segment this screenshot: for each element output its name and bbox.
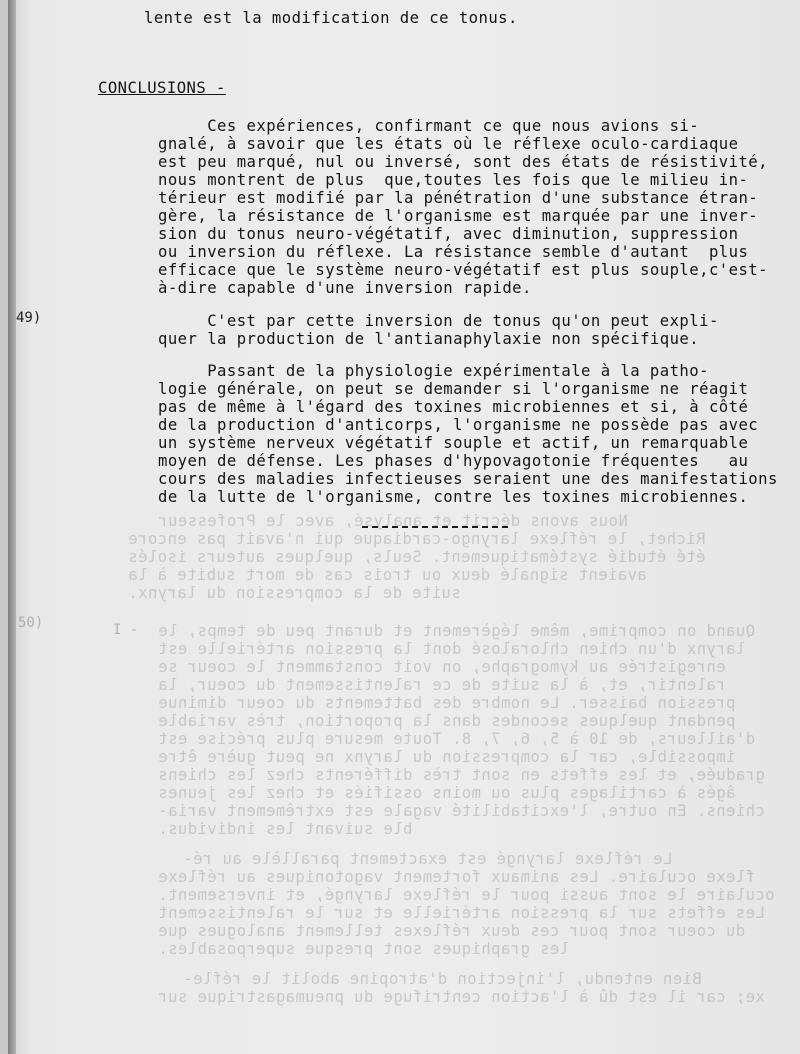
ghost-line: ble suivant les individus.: [158, 820, 413, 838]
ghost-section-marker: I -: [113, 622, 139, 638]
text-line: cours des maladies infectieuses seraient une des manifestations: [158, 470, 778, 488]
text-line: logie générale, on peut se demander si l'organisme ne réagit: [158, 380, 749, 398]
ghost-line: du coeur sont pour ces deux réflexes tellement analogues que: [158, 922, 746, 940]
ghost-line: ralentir, et, à la suite de ce ralentissement du coeur, la: [158, 676, 726, 694]
ghost-line: impossible, car la compression du larynx ne peut guère être: [158, 748, 736, 766]
ghost-line: Le réflexe laryngé est exactement parallèle au ré-: [183, 850, 673, 868]
section-separator-rule: [362, 526, 508, 528]
ghost-line: xe; car il est dû à l'action centrifuge du pneumagastrique sur: [158, 988, 765, 1006]
ghost-line: avaient signalé deux ou trois cas de mort subite à la: [128, 566, 647, 584]
ghost-line: d'ailleurs, de 10 à 5, 6, 7, 8. Toute mesure plus précise est: [158, 730, 756, 748]
page-binding-edge: [8, 0, 16, 1054]
text-line: gère, la résistance de l'organisme est marquée par une inver-: [158, 207, 759, 225]
document-page: [8, 0, 800, 1054]
text-line: ou inversion du réflexe. La résistance semble d'autant plus: [158, 243, 749, 261]
text-line: térieur est modifié par la pénétration d'une substance étran-: [158, 189, 759, 207]
text-line: sion du tonus neuro-végétatif, avec diminution, suppression: [158, 225, 739, 243]
ghost-line: les graphiques sont presque superposables.: [158, 940, 570, 958]
text-line: de la lutte de l'organisme, contre les toxines microbiennes.: [158, 488, 749, 506]
text-line: efficace que le système neuro-végétatif est plus souple,c'est-: [158, 261, 768, 279]
text-line: quer la production de l'antianaphylaxie non spécifique.: [158, 330, 700, 348]
text-line: de la production d'anticorps, l'organisme ne possède pas avec: [158, 416, 759, 434]
ghost-line: Nous avons décrit et analysé, avec le Professeur: [158, 512, 628, 530]
text-line: est peu marqué, nul ou inversé, sont des états de résistivité,: [158, 153, 768, 171]
ghost-line: flexe oculaire. Les animaux fortement vagotoniques au réflexe: [158, 868, 756, 886]
text-line: Ces expériences, confirmant ce que nous avions si-: [158, 117, 700, 135]
ghost-line: graduée, et les effets en sont très différents chez les chiens: [158, 766, 765, 784]
ghost-line: chiens. En outre, l'excitabilité vagale est extrêmement varia-: [158, 802, 765, 820]
ghost-line: été étudié systématiquement. Seuls, quelques auteurs isolés: [128, 548, 706, 566]
margin-number: 49): [16, 310, 42, 326]
text-line: pas de même à l'égard des toxines microbiennes et si, à côté: [158, 398, 749, 416]
ghost-line: larynx d'un chien chloralosé dont la pression artérielle est: [158, 640, 746, 658]
ghost-margin-number: 50): [18, 615, 44, 631]
section-heading: CONCLUSIONS -: [98, 79, 226, 97]
ghost-line: Bien entendu, l'injection d'atropine abolit le réfle-: [183, 970, 702, 988]
ghost-line: Richet, le réflexe laryngo-cardiaque qui n'avait pas encore: [128, 530, 706, 548]
ghost-line: pendant quelques secondes dans la proportion, très variable: [158, 712, 736, 730]
text-line: Passant de la physiologie expérimentale à la patho-: [158, 362, 709, 380]
ghost-line: Les effets sur la pression artérielle et sur le ralentissement: [158, 904, 765, 922]
text-line: nous montrent de plus que,toutes les fois que le milieu in-: [158, 171, 749, 189]
top-line: lente est la modification de ce tonus.: [144, 9, 518, 27]
ghost-line: enregistrée au kymographe, on voit constamment le coeur se: [158, 658, 726, 676]
ghost-line: Quand on comprime, même légèrement et durant peu de temps, le: [158, 622, 756, 640]
ghost-line: oculaire le sont aussi pour le réflexe laryngé, et inversement.: [158, 886, 775, 904]
text-line: à-dire capable d'une inversion rapide.: [158, 279, 532, 297]
text-line: gnalé, à savoir que les états où le réflexe oculo-cardiaque: [158, 135, 739, 153]
text-line: un système nerveux végétatif souple et actif, un remarquable: [158, 434, 749, 452]
ghost-line: âgés à cartilages plus ou moins ossifiés et chez les jeunes: [158, 784, 736, 802]
ghost-line: suite de la compression du larynx.: [128, 584, 461, 602]
text-line: C'est par cette inversion de tonus qu'on peut expli-: [158, 312, 719, 330]
ghost-line: pression baisser. Le nombre des battements du coeur diminue: [158, 694, 736, 712]
text-line: moyen de défense. Les phases d'hypovagotonie fréquentes au: [158, 452, 749, 470]
